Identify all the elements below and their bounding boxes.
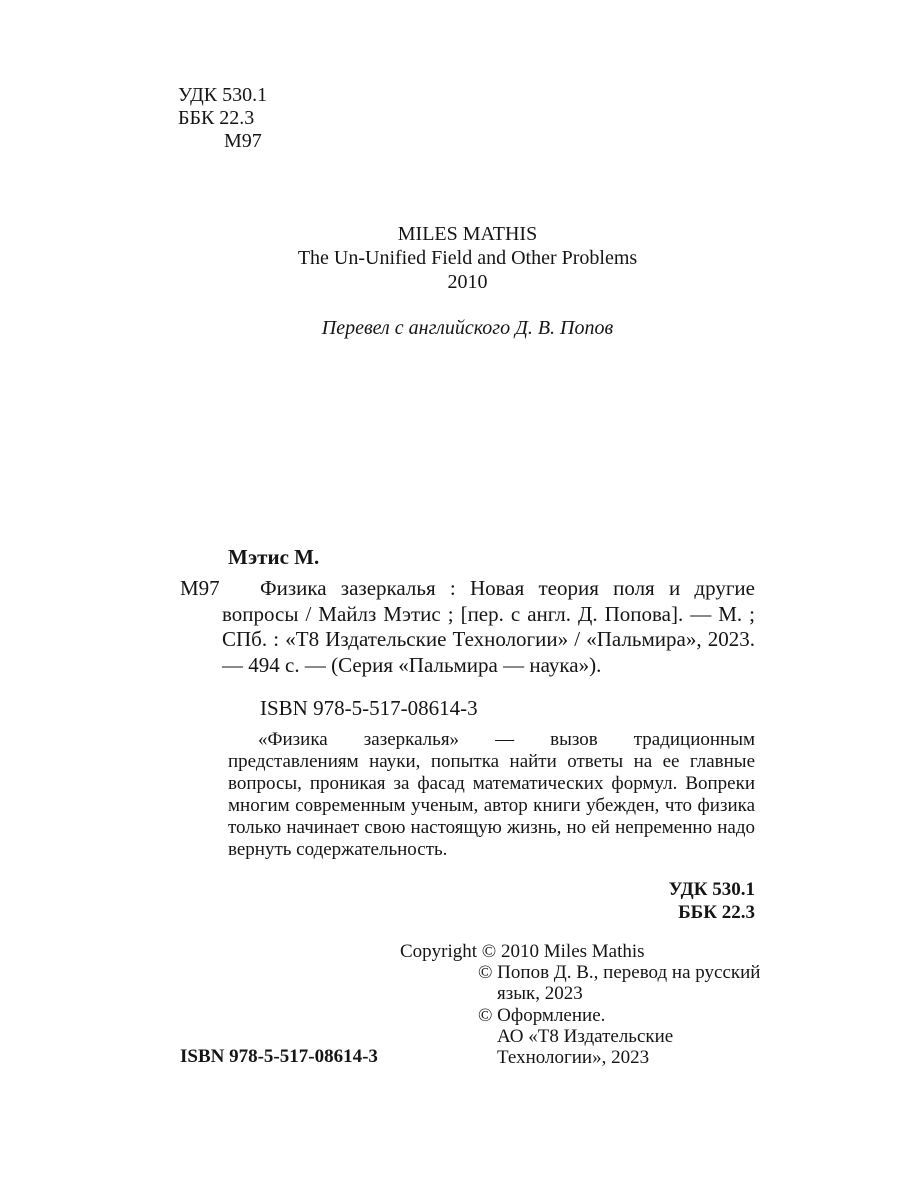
copyright-translation-line1: © Попов Д. В., перевод на русский <box>478 962 761 984</box>
copyright-original: Copyright © 2010 Miles Mathis <box>400 941 645 962</box>
udk-code-bottom: УДК 530.1 <box>668 879 755 900</box>
top-classification-codes <box>178 84 267 153</box>
bibliographic-description: Физика зазеркалья : Новая теория поля и другие вопросы / Майлз Мэтис ; [пер. с англ. Д. Попова]. — М. ; СПб. : «Т8 Издательские Технологии» / «Пальмира», 2023. — 494 с. — (Серия «Пальмира — наука»). <box>222 576 755 677</box>
copyright-design-line3: Технологии», 2023 <box>497 1047 650 1069</box>
copyright-design-line1: © Оформление. <box>478 1004 606 1026</box>
copyright-design-line2: АО «Т8 Издательские <box>497 1025 674 1047</box>
original-title-block <box>180 222 755 294</box>
bbk-code-top: ББК 22.3 <box>178 107 255 129</box>
bbk-code-bottom: ББК 22.3 <box>678 902 755 923</box>
original-year: 2010 <box>447 271 488 293</box>
catalog-author-heading: Мэтис М. <box>228 545 320 569</box>
bibliographic-entry <box>180 576 755 678</box>
original-title: The Un-Unified Field and Other Problems <box>297 247 638 269</box>
original-author: MILES MATHIS <box>397 223 538 245</box>
book-annotation: «Физика зазеркалья» — вызов традиционным представлениям науки, попытка найти ответы на ее главные вопросы, проникая за фасад математических формул. Вопреки многим современным ученым, автор книги убежден, что физика только начинает свою настоящую жизнь, но ей непременно надо вернуть содержательность. <box>228 729 755 860</box>
copyright-translation-line2: язык, 2023 <box>497 983 583 1005</box>
bottom-classification-codes <box>555 878 755 924</box>
udk-code-top: УДК 530.1 <box>178 84 268 106</box>
catalog-code: М97 <box>180 576 220 600</box>
copyright-block <box>400 941 760 1068</box>
translator-credit: Перевел с английского Д. В. Попов <box>321 317 614 339</box>
isbn-catalog: ISBN 978-5-517-08614-3 <box>260 696 478 720</box>
catalog-code-top: М97 <box>224 130 262 152</box>
isbn-bottom: ISBN 978-5-517-08614-3 <box>180 1046 378 1067</box>
